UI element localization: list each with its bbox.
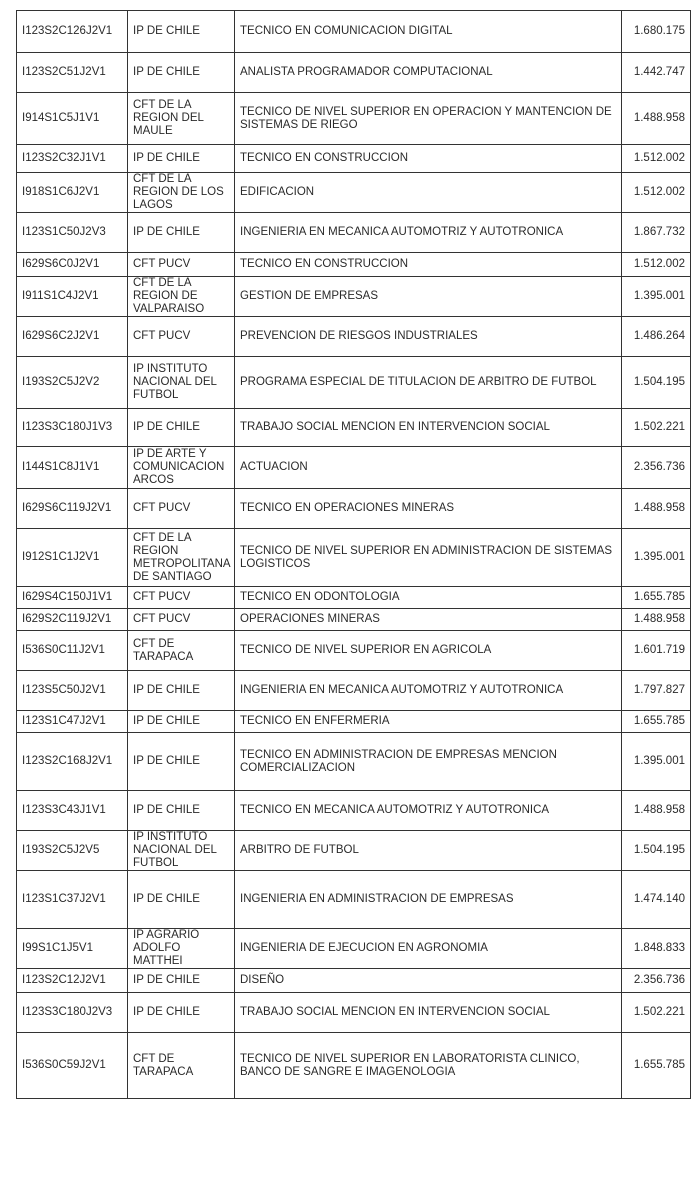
row-program-text: GESTION DE EMPRESAS bbox=[240, 290, 379, 302]
row-institution-cell bbox=[128, 929, 235, 969]
table-row bbox=[17, 447, 691, 489]
table-row bbox=[17, 711, 691, 733]
row-code-text: I123S3C43J1V1 bbox=[22, 804, 106, 816]
row-program-cell bbox=[235, 711, 622, 733]
row-institution-cell bbox=[128, 53, 235, 93]
row-program-text: TECNICO EN CONSTRUCCION bbox=[240, 258, 409, 270]
row-amount-text: 2.356.736 bbox=[633, 461, 685, 473]
row-amount-cell bbox=[622, 53, 691, 93]
row-amount-text: 1.867.732 bbox=[633, 226, 685, 238]
table-row bbox=[17, 93, 691, 145]
row-amount-cell bbox=[622, 791, 691, 831]
row-code-cell bbox=[17, 409, 128, 447]
row-program-text: TECNICO DE NIVEL SUPERIOR EN ADMINISTRACION DE SISTEMAS LOGISTICOS bbox=[240, 544, 613, 570]
row-program-cell bbox=[235, 587, 622, 609]
row-code-text: I99S1C1J5V1 bbox=[22, 942, 93, 954]
row-code-cell bbox=[17, 53, 128, 93]
row-code-text: I123S2C126J2V1 bbox=[22, 25, 113, 37]
row-amount-text: 1.655.785 bbox=[633, 715, 685, 727]
row-institution-cell bbox=[128, 253, 235, 277]
row-amount-cell bbox=[622, 357, 691, 409]
table-row bbox=[17, 871, 691, 929]
row-code-cell bbox=[17, 529, 128, 587]
row-institution-text: CFT PUCV bbox=[133, 258, 191, 270]
row-institution-text: CFT DE LA REGION DE LOS LAGOS bbox=[133, 173, 224, 211]
row-institution-text: CFT PUCV bbox=[133, 502, 191, 514]
row-code-cell bbox=[17, 871, 128, 929]
row-program-text: INGENIERIA EN ADMINISTRACION DE EMPRESAS bbox=[240, 893, 514, 905]
row-amount-text: 1.797.827 bbox=[633, 684, 685, 696]
row-institution-cell bbox=[128, 93, 235, 145]
row-amount-text: 1.474.140 bbox=[633, 893, 685, 905]
row-code-text: I123S3C180J2V3 bbox=[22, 1006, 113, 1018]
row-program-text: TECNICO EN MECANICA AUTOMOTRIZ Y AUTOTRONICA bbox=[240, 804, 550, 816]
row-institution-text: IP DE CHILE bbox=[133, 974, 200, 986]
row-code-cell bbox=[17, 277, 128, 317]
row-institution-cell bbox=[128, 1033, 235, 1099]
table-row bbox=[17, 587, 691, 609]
row-code-text: I193S2C5J2V2 bbox=[22, 376, 100, 388]
row-code-cell bbox=[17, 993, 128, 1033]
row-program-text: TECNICO EN ODONTOLOGIA bbox=[240, 591, 400, 603]
row-program-cell bbox=[235, 409, 622, 447]
row-code-cell bbox=[17, 791, 128, 831]
row-code-cell bbox=[17, 253, 128, 277]
row-code-text: I144S1C8J1V1 bbox=[22, 461, 100, 473]
row-program-cell bbox=[235, 1033, 622, 1099]
row-program-text: TECNICO EN ADMINISTRACION DE EMPRESAS MENCION COMERCIALIZACION bbox=[240, 748, 557, 774]
row-code-cell bbox=[17, 711, 128, 733]
row-institution-cell bbox=[128, 317, 235, 357]
row-code-cell bbox=[17, 609, 128, 631]
row-program-cell bbox=[235, 213, 622, 253]
row-program-text: TRABAJO SOCIAL MENCION EN INTERVENCION SOCIAL bbox=[240, 1006, 550, 1018]
row-amount-cell bbox=[622, 587, 691, 609]
row-institution-cell bbox=[128, 969, 235, 993]
row-program-text: TECNICO EN OPERACIONES MINERAS bbox=[240, 502, 455, 514]
row-code-text: I123S2C51J2V1 bbox=[22, 66, 106, 78]
row-code-cell bbox=[17, 213, 128, 253]
table-row bbox=[17, 173, 691, 213]
row-code-cell bbox=[17, 357, 128, 409]
row-institution-text: CFT PUCV bbox=[133, 591, 191, 603]
table-row bbox=[17, 529, 691, 587]
row-program-cell bbox=[235, 53, 622, 93]
row-code-text: I918S1C6J2V1 bbox=[22, 186, 100, 198]
row-code-cell bbox=[17, 929, 128, 969]
row-institution-cell bbox=[128, 489, 235, 529]
table-row bbox=[17, 357, 691, 409]
row-program-text: TECNICO EN COMUNICACION DIGITAL bbox=[240, 25, 453, 37]
row-institution-text: IP DE CHILE bbox=[133, 755, 200, 767]
row-program-cell bbox=[235, 277, 622, 317]
table-row bbox=[17, 831, 691, 871]
row-institution-cell bbox=[128, 11, 235, 53]
row-institution-text: IP DE CHILE bbox=[133, 66, 200, 78]
row-amount-cell bbox=[622, 11, 691, 53]
table-row bbox=[17, 409, 691, 447]
table-row bbox=[17, 253, 691, 277]
row-institution-cell bbox=[128, 357, 235, 409]
row-amount-cell bbox=[622, 489, 691, 529]
row-program-text: INGENIERIA EN MECANICA AUTOMOTRIZ Y AUTOTRONICA bbox=[240, 684, 564, 696]
row-institution-text: IP DE CHILE bbox=[133, 893, 200, 905]
row-program-text: TECNICO EN ENFERMERIA bbox=[240, 715, 390, 727]
row-program-text: INGENIERIA DE EJECUCION EN AGRONOMIA bbox=[240, 942, 488, 954]
row-institution-cell bbox=[128, 831, 235, 871]
row-institution-cell bbox=[128, 631, 235, 671]
row-amount-cell bbox=[622, 631, 691, 671]
row-amount-cell bbox=[622, 671, 691, 711]
row-institution-cell bbox=[128, 529, 235, 587]
row-institution-text: IP DE CHILE bbox=[133, 226, 200, 238]
row-code-cell bbox=[17, 489, 128, 529]
row-amount-text: 1.395.001 bbox=[633, 755, 685, 767]
row-code-text: I123S2C12J2V1 bbox=[22, 974, 106, 986]
row-amount-text: 1.504.195 bbox=[633, 844, 685, 856]
row-amount-text: 2.356.736 bbox=[633, 974, 685, 986]
table-row bbox=[17, 609, 691, 631]
table-row bbox=[17, 11, 691, 53]
row-program-text: TECNICO DE NIVEL SUPERIOR EN OPERACION Y MANTENCION DE SISTEMAS DE RIEGO bbox=[240, 105, 612, 131]
row-amount-cell bbox=[622, 447, 691, 489]
row-amount-text: 1.488.958 bbox=[633, 804, 685, 816]
row-amount-cell bbox=[622, 969, 691, 993]
row-amount-cell bbox=[622, 609, 691, 631]
row-program-cell bbox=[235, 145, 622, 173]
row-code-cell bbox=[17, 145, 128, 173]
careers-table bbox=[16, 10, 691, 1099]
row-amount-text: 1.502.221 bbox=[633, 421, 685, 433]
row-amount-cell bbox=[622, 733, 691, 791]
table-row bbox=[17, 145, 691, 173]
row-code-text: I123S5C50J2V1 bbox=[22, 684, 106, 696]
row-code-text: I629S2C119J2V1 bbox=[22, 613, 112, 625]
row-code-text: I912S1C1J2V1 bbox=[22, 551, 100, 563]
row-program-text: OPERACIONES MINERAS bbox=[240, 613, 380, 625]
row-amount-text: 1.502.221 bbox=[633, 1006, 685, 1018]
row-code-text: I629S4C150J1V1 bbox=[22, 591, 113, 603]
row-institution-cell bbox=[128, 409, 235, 447]
row-code-text: I123S2C32J1V1 bbox=[22, 152, 106, 164]
row-program-text: TECNICO DE NIVEL SUPERIOR EN AGRICOLA bbox=[240, 644, 492, 656]
row-institution-cell bbox=[128, 213, 235, 253]
row-amount-cell bbox=[622, 1033, 691, 1099]
row-program-text: DISEÑO bbox=[240, 974, 285, 986]
row-program-cell bbox=[235, 993, 622, 1033]
row-amount-cell bbox=[622, 253, 691, 277]
row-institution-text: IP DE CHILE bbox=[133, 804, 200, 816]
row-amount-text: 1.488.958 bbox=[633, 613, 685, 625]
row-amount-text: 1.504.195 bbox=[633, 376, 685, 388]
row-program-text: ACTUACION bbox=[240, 461, 308, 473]
row-institution-text: CFT DE TARAPACA bbox=[133, 637, 194, 663]
row-institution-cell bbox=[128, 711, 235, 733]
row-amount-text: 1.512.002 bbox=[633, 258, 685, 270]
row-institution-cell bbox=[128, 447, 235, 489]
row-amount-text: 1.848.833 bbox=[633, 942, 685, 954]
row-code-text: I123S1C50J2V3 bbox=[22, 226, 106, 238]
row-code-cell bbox=[17, 969, 128, 993]
row-institution-text: IP AGRARIO ADOLFO MATTHEI bbox=[133, 929, 200, 967]
row-institution-text: IP DE CHILE bbox=[133, 152, 200, 164]
table-row bbox=[17, 929, 691, 969]
row-code-cell bbox=[17, 671, 128, 711]
table-row bbox=[17, 993, 691, 1033]
table-row bbox=[17, 969, 691, 993]
table-row bbox=[17, 631, 691, 671]
row-program-text: ARBITRO DE FUTBOL bbox=[240, 844, 359, 856]
row-amount-cell bbox=[622, 711, 691, 733]
row-code-cell bbox=[17, 447, 128, 489]
row-institution-text: CFT DE LA REGION DEL MAULE bbox=[133, 99, 204, 137]
row-institution-text: IP DE ARTE Y COMUNICACION ARCOS bbox=[133, 448, 225, 486]
row-institution-cell bbox=[128, 791, 235, 831]
row-institution-text: IP DE CHILE bbox=[133, 715, 200, 727]
row-code-cell bbox=[17, 11, 128, 53]
row-institution-cell bbox=[128, 671, 235, 711]
row-program-cell bbox=[235, 791, 622, 831]
table-row bbox=[17, 671, 691, 711]
row-amount-cell bbox=[622, 871, 691, 929]
row-code-text: I629S6C2J2V1 bbox=[22, 330, 100, 342]
row-institution-text: IP DE CHILE bbox=[133, 684, 200, 696]
table-row bbox=[17, 489, 691, 529]
table-row bbox=[17, 791, 691, 831]
table-row bbox=[17, 1033, 691, 1099]
row-code-cell bbox=[17, 173, 128, 213]
row-amount-cell bbox=[622, 317, 691, 357]
row-code-cell bbox=[17, 93, 128, 145]
row-code-cell bbox=[17, 587, 128, 609]
row-program-text: EDIFICACION bbox=[240, 186, 315, 198]
row-amount-cell bbox=[622, 145, 691, 173]
row-institution-text: CFT PUCV bbox=[133, 330, 191, 342]
row-program-text: TECNICO EN CONSTRUCCION bbox=[240, 152, 409, 164]
row-amount-cell bbox=[622, 277, 691, 317]
row-institution-cell bbox=[128, 871, 235, 929]
row-institution-cell bbox=[128, 587, 235, 609]
table-row bbox=[17, 213, 691, 253]
row-program-cell bbox=[235, 253, 622, 277]
row-program-cell bbox=[235, 871, 622, 929]
row-program-cell bbox=[235, 671, 622, 711]
row-program-cell bbox=[235, 489, 622, 529]
row-code-text: I914S1C5J1V1 bbox=[22, 112, 100, 124]
row-institution-text: IP INSTITUTO NACIONAL DEL FUTBOL bbox=[133, 831, 217, 869]
row-code-text: I123S1C37J2V1 bbox=[22, 893, 106, 905]
row-amount-cell bbox=[622, 529, 691, 587]
row-program-text: TECNICO DE NIVEL SUPERIOR EN LABORATORISTA CLINICO, BANCO DE SANGRE E IMAGENOLOGIA bbox=[240, 1052, 580, 1078]
table-row bbox=[17, 733, 691, 791]
row-program-cell bbox=[235, 93, 622, 145]
row-code-text: I123S3C180J1V3 bbox=[22, 421, 113, 433]
row-program-text: PREVENCION DE RIESGOS INDUSTRIALES bbox=[240, 330, 478, 342]
row-amount-text: 1.512.002 bbox=[633, 152, 685, 164]
row-amount-cell bbox=[622, 993, 691, 1033]
row-amount-cell bbox=[622, 213, 691, 253]
row-institution-cell bbox=[128, 145, 235, 173]
row-program-cell bbox=[235, 929, 622, 969]
row-program-cell bbox=[235, 631, 622, 671]
row-amount-cell bbox=[622, 173, 691, 213]
row-code-cell bbox=[17, 831, 128, 871]
row-amount-cell bbox=[622, 93, 691, 145]
row-amount-text: 1.395.001 bbox=[633, 551, 685, 563]
table-body bbox=[17, 11, 691, 1099]
row-program-cell bbox=[235, 831, 622, 871]
row-program-cell bbox=[235, 357, 622, 409]
row-code-text: I536S0C59J2V1 bbox=[22, 1059, 106, 1071]
row-program-text: TRABAJO SOCIAL MENCION EN INTERVENCION SOCIAL bbox=[240, 421, 550, 433]
row-amount-text: 1.655.785 bbox=[633, 591, 685, 603]
row-institution-cell bbox=[128, 733, 235, 791]
row-program-cell bbox=[235, 447, 622, 489]
row-amount-cell bbox=[622, 409, 691, 447]
row-amount-text: 1.488.958 bbox=[633, 112, 685, 124]
row-amount-text: 1.680.175 bbox=[633, 25, 685, 37]
table-row bbox=[17, 53, 691, 93]
table-row bbox=[17, 277, 691, 317]
row-institution-cell bbox=[128, 173, 235, 213]
row-code-text: I911S1C4J2V1 bbox=[22, 290, 99, 302]
row-amount-text: 1.512.002 bbox=[633, 186, 685, 198]
row-institution-text: CFT DE LA REGION DE VALPARAISO bbox=[133, 277, 205, 315]
row-program-cell bbox=[235, 733, 622, 791]
row-amount-text: 1.655.785 bbox=[633, 1059, 685, 1071]
row-institution-text: IP DE CHILE bbox=[133, 421, 200, 433]
row-institution-text: IP INSTITUTO NACIONAL DEL FUTBOL bbox=[133, 363, 217, 401]
row-amount-cell bbox=[622, 831, 691, 871]
row-program-text: INGENIERIA EN MECANICA AUTOMOTRIZ Y AUTOTRONICA bbox=[240, 226, 564, 238]
row-code-cell bbox=[17, 631, 128, 671]
row-program-cell bbox=[235, 969, 622, 993]
row-institution-cell bbox=[128, 993, 235, 1033]
row-amount-text: 1.486.264 bbox=[633, 330, 685, 342]
row-institution-text: IP DE CHILE bbox=[133, 1006, 200, 1018]
row-code-cell bbox=[17, 733, 128, 791]
table-row bbox=[17, 317, 691, 357]
row-code-text: I536S0C11J2V1 bbox=[22, 644, 105, 656]
row-institution-text: CFT DE TARAPACA bbox=[133, 1052, 194, 1078]
row-amount-text: 1.488.958 bbox=[633, 502, 685, 514]
row-institution-text: IP DE CHILE bbox=[133, 25, 200, 37]
row-institution-cell bbox=[128, 277, 235, 317]
row-program-cell bbox=[235, 609, 622, 631]
row-amount-text: 1.442.747 bbox=[633, 66, 685, 78]
row-code-text: I629S6C0J2V1 bbox=[22, 258, 100, 270]
row-institution-text: CFT DE LA REGION METROPOLITANA DE SANTIAGO bbox=[133, 531, 230, 583]
row-program-cell bbox=[235, 11, 622, 53]
row-code-text: I193S2C5J2V5 bbox=[22, 844, 100, 856]
row-program-text: ANALISTA PROGRAMADOR COMPUTACIONAL bbox=[240, 66, 493, 78]
row-amount-text: 1.395.001 bbox=[633, 290, 685, 302]
row-amount-cell bbox=[622, 929, 691, 969]
row-institution-cell bbox=[128, 609, 235, 631]
row-program-cell bbox=[235, 529, 622, 587]
row-program-cell bbox=[235, 173, 622, 213]
row-program-cell bbox=[235, 317, 622, 357]
row-amount-text: 1.601.719 bbox=[633, 644, 685, 656]
row-code-cell bbox=[17, 1033, 128, 1099]
row-program-text: PROGRAMA ESPECIAL DE TITULACION DE ARBITRO DE FUTBOL bbox=[240, 376, 597, 388]
row-code-text: I629S6C119J2V1 bbox=[22, 502, 112, 514]
row-code-cell bbox=[17, 317, 128, 357]
row-code-text: I123S1C47J2V1 bbox=[22, 715, 106, 727]
row-code-text: I123S2C168J2V1 bbox=[22, 755, 113, 767]
row-institution-text: CFT PUCV bbox=[133, 613, 191, 625]
